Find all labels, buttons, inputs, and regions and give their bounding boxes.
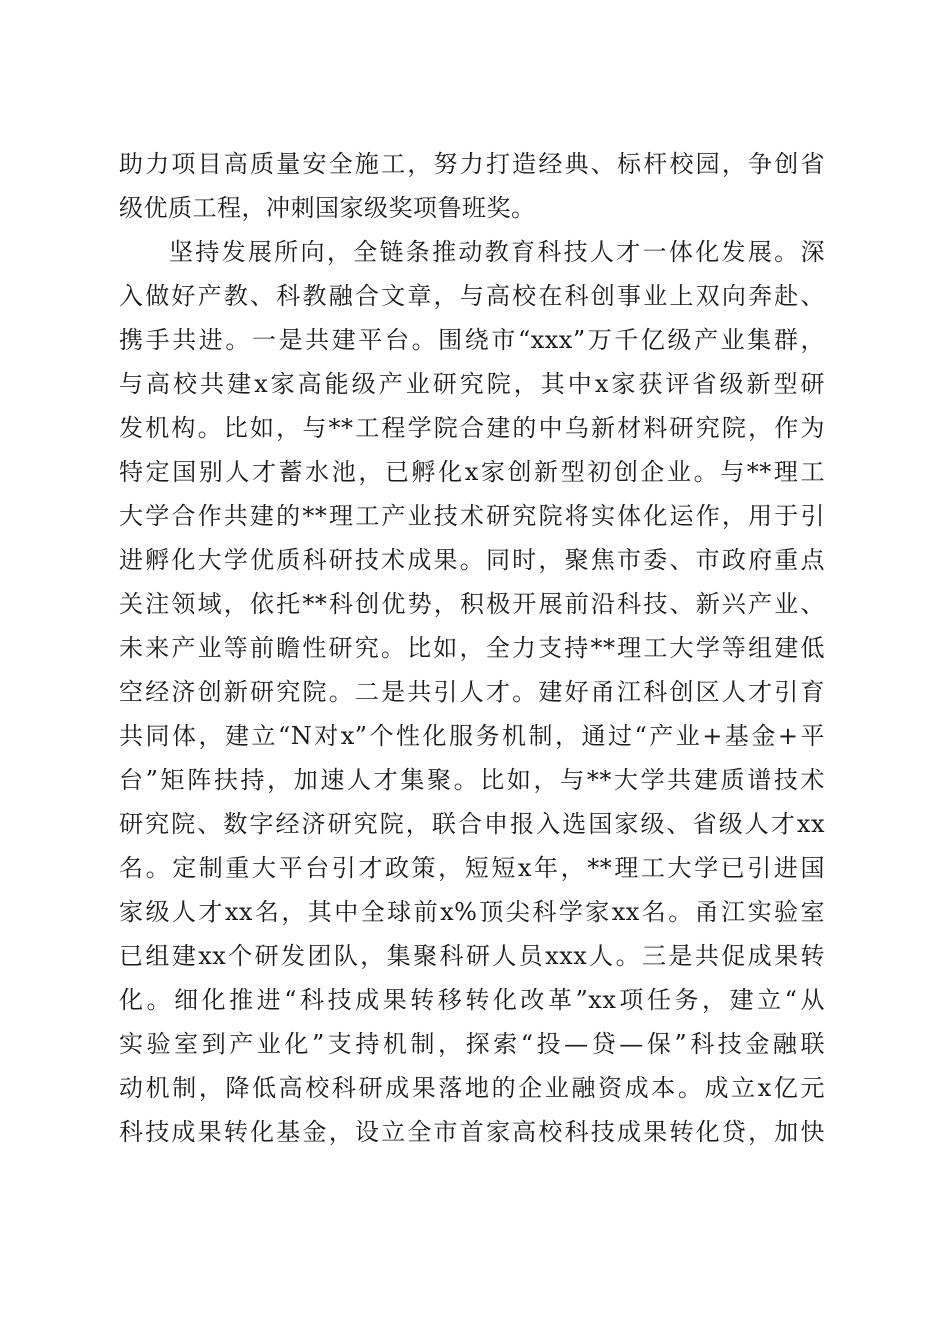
text-line: 研究院、数字经济研究院，联合申报入选国家级、省级人才xx: [119, 810, 825, 838]
text-line: 科技成果转化基金，设立全市首家高校科技成果转化贷，加快: [119, 1118, 825, 1146]
text-line: 未来产业等前瞻性研究。比如，全力支持**理工大学等组建低: [119, 634, 825, 662]
text-line: 级优质工程，冲刺国家级奖项鲁班奖。: [119, 194, 536, 222]
text-line: 助力项目高质量安全施工，努力打造经典、标杆校园，争创省: [119, 150, 825, 178]
text-line: 动机制，降低高校科研成果落地的企业融资成本。成立x亿元: [119, 1074, 825, 1102]
text-line: 进孵化大学优质科研技术成果。同时，聚焦市委、市政府重点: [119, 546, 825, 574]
text-line: 家级人才xx名，其中全球前x%顶尖科学家xx名。甬江实验室: [119, 898, 825, 926]
text-line: 关注领域，依托**科创优势，积极开展前沿科技、新兴产业、: [119, 590, 825, 618]
text-line: 与高校共建x家高能级产业研究院，其中x家获评省级新型研: [119, 370, 825, 398]
text-line: 实验室到产业化”支持机制，探索“投—贷—保”科技金融联: [119, 1030, 825, 1058]
text-line: 发机构。比如，与**工程学院合建的中乌新材料研究院，作为: [119, 414, 825, 442]
text-line: 台”矩阵扶持，加速人才集聚。比如，与**大学共建质谱技术: [119, 766, 825, 794]
text-line: 名。定制重大平台引才政策，短短x年，**理工大学已引进国: [119, 854, 825, 882]
text-line: 携手共进。一是共建平台。围绕市“xxx”万千亿级产业集群，: [119, 326, 825, 354]
text-line: 化。细化推进“科技成果转移转化改革”xx项任务，建立“从: [119, 986, 825, 1014]
text-line: 已组建xx个研发团队，集聚科研人员xxx人。三是共促成果转: [119, 942, 825, 970]
text-line: 空经济创新研究院。二是共引人才。建好甬江科创区人才引育: [119, 678, 825, 706]
text-line: 坚持发展所向，全链条推动教育科技人才一体化发展。深: [169, 238, 825, 266]
text-line: 特定国别人才蓄水池，已孵化x家创新型初创企业。与**理工: [119, 458, 825, 486]
text-line: 共同体，建立“N对x”个性化服务机制，通过“产业+基金+平: [119, 722, 825, 750]
text-line: 入做好产教、科教融合文章，与高校在科创事业上双向奔赴、: [119, 282, 825, 310]
text-line: 大学合作共建的**理工产业技术研究院将实体化运作，用于引: [119, 502, 825, 530]
body-text: [119, 142, 825, 1154]
